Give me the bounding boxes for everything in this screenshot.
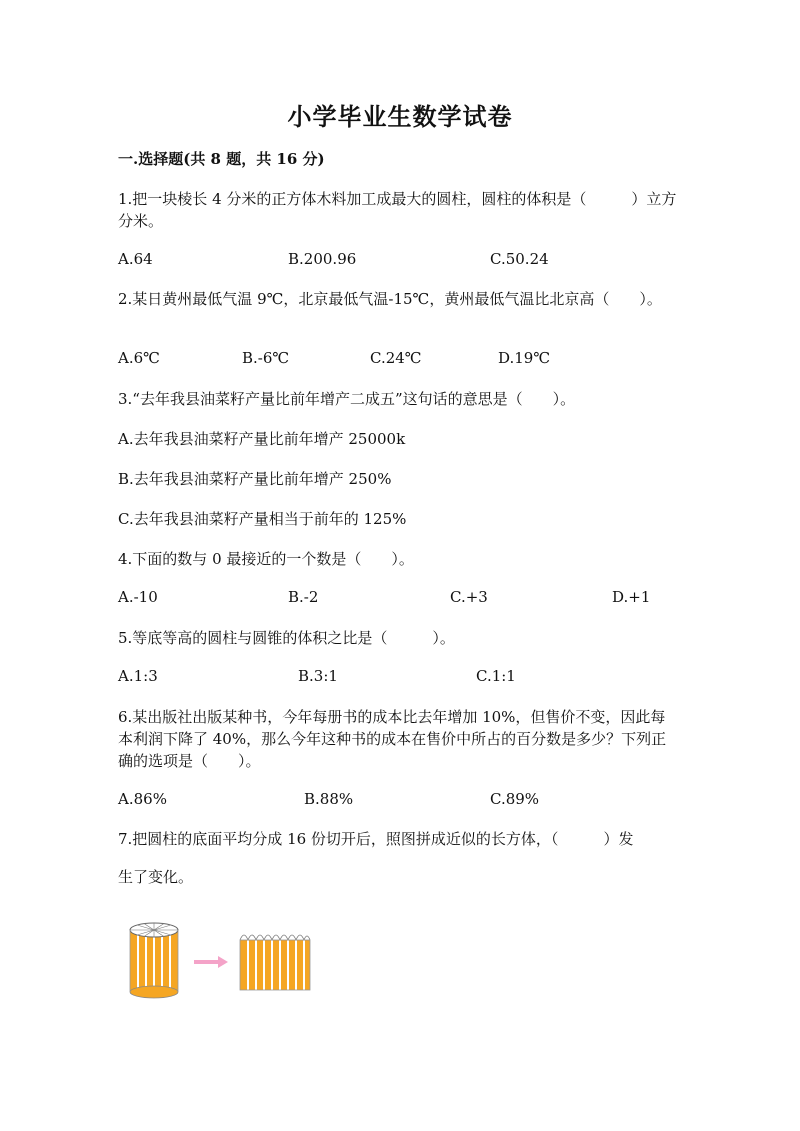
question-3: 3.“去年我县油菜籽产量比前年增产二成五”这句话的意思是（ ）。 — [118, 390, 576, 408]
cylinder-bottom — [130, 986, 178, 998]
question-6: 6.某出版社出版某种书，今年每册书的成本比去年增加 10%，但售价不变，因此每本利润下降了 40%，那么今年这种书的成本在售价中所占的百分数是多少？下列正确的选项是（ ）。 — [118, 708, 667, 770]
q1-option-a: A.64 — [118, 250, 153, 268]
q1-option-c: C.50.24 — [490, 250, 549, 268]
q3-option-a: A.去年我县油菜籽产量比前年增产 25000k — [118, 430, 406, 448]
q6-option-c: C.89% — [490, 790, 540, 808]
section-heading: 一.选择题(共 8 题，共 16 分) — [118, 150, 325, 168]
q3-option-c: C.去年我县油菜籽产量相当于前年的 125% — [118, 510, 407, 528]
q5-option-c: C.1:1 — [476, 667, 516, 685]
q4-option-a: A.-10 — [118, 588, 158, 606]
q6-option-a: A.86% — [118, 790, 167, 808]
question-2: 2.某日黄州最低气温 9℃，北京最低气温-15℃，黄州最低气温比北京高（ ）。 — [118, 290, 662, 308]
page-title: 小学毕业生数学试卷 — [287, 102, 513, 131]
q2-option-b: B.-6℃ — [242, 349, 290, 367]
q2-option-d: D.19℃ — [498, 349, 551, 367]
q1-option-b: B.200.96 — [288, 250, 357, 268]
cuboid-image — [240, 935, 310, 990]
cuboid-top — [240, 935, 310, 940]
question-4: 4.下面的数与 0 最接近的一个数是（ ）。 — [118, 550, 414, 568]
q2-option-a: A.6℃ — [118, 349, 160, 367]
cylinder-to-cuboid-figure — [124, 918, 324, 1008]
question-7-line-1: 7.把圆柱的底面平均分成 16 份切开后，照图拼成近似的长方体，（ ）发 — [118, 830, 634, 848]
q4-option-c: C.+3 — [450, 588, 488, 606]
cylinder-image — [130, 923, 178, 998]
cuboid-body — [240, 940, 310, 990]
q4-option-d: D.+1 — [612, 588, 651, 606]
question-5: 5.等底等高的圆柱与圆锥的体积之比是（ ）。 — [118, 629, 455, 647]
q2-option-c: C.24℃ — [370, 349, 422, 367]
q5-option-a: A.1:3 — [118, 667, 158, 685]
question-1: 1.把一块棱长 4 分米的正方体木料加工成最大的圆柱，圆柱的体积是（ ）立方分米。 — [118, 190, 677, 230]
arrow-icon — [194, 956, 228, 968]
figure-svg — [124, 918, 324, 1008]
q6-option-b: B.88% — [304, 790, 354, 808]
q3-option-b: B.去年我县油菜籽产量比前年增产 250% — [118, 470, 392, 488]
cylinder-top-slices — [130, 923, 178, 937]
q4-option-b: B.-2 — [288, 588, 319, 606]
question-7-line-2: 生了变化。 — [118, 868, 194, 886]
q5-option-b: B.3:1 — [298, 667, 338, 685]
